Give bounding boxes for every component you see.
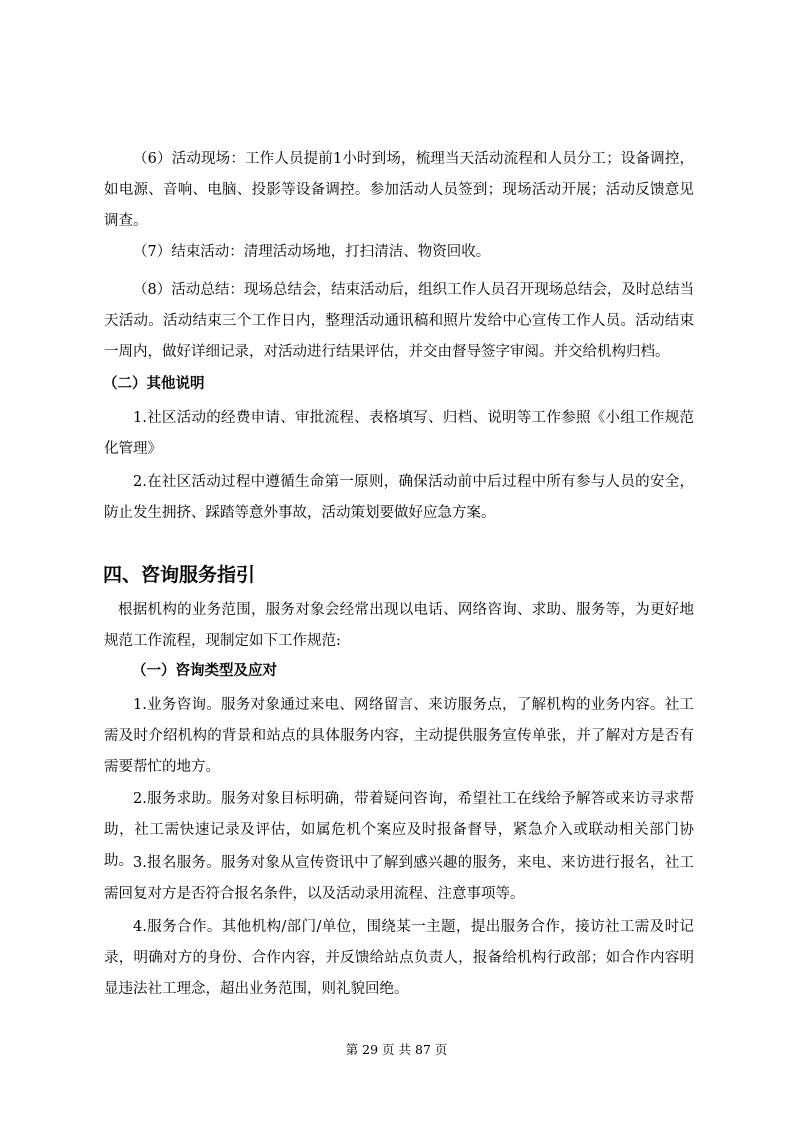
other-notes-item-2: 2.在社区活动过程中遵循生命第一原则，确保活动前中后过程中所有参与人员的安全，防止发生拥挤、踩踏等意外事故，活动策划要做好应急方案。 bbox=[104, 474, 694, 521]
consult-item-business: 1.业务咨询。服务对象通过来电、网络留言、来访服务点，了解机构的业务内容。社工需及时介绍机构的背景和站点的具体服务内容，主动提供服务宣传单张，并了解对方是否有需要帮忙的地方。 bbox=[104, 697, 694, 775]
paragraph-activity-onsite: （6）活动现场：工作人员提前1小时到场，梳理当天活动流程和人员分工；设备调控，如电源、音响、电脑、投影等设备调控。参加活动人员签到；现场活动开展；活动反馈意见调查。 bbox=[104, 151, 694, 229]
consult-item-register: 3.报名服务。服务对象从宣传资讯中了解到感兴趣的服务，来电、来访进行报名，社工需回复对方是否符合报名条件，以及活动录用流程、注意事项等。 bbox=[104, 855, 694, 902]
page-number: 第 29 页 共 87 页 bbox=[345, 1042, 448, 1057]
other-notes-item-1: 1.社区活动的经费申请、审批流程、表格填写、归档、说明等工作参照《小组工作规范化管理》 bbox=[104, 410, 694, 457]
paragraph-activity-end: （7）结束活动：清理活动场地，打扫清洁、物资回收。 bbox=[133, 244, 491, 260]
paragraph-activity-summary: （8）活动总结：现场总结会，结束活动后，组织工作人员召开现场总结会，及时总结当天活动。活动结束三个工作日内，整理活动通讯稿和照片发给中心宣传工作人员。活动结束一周内，做好详细记录，对活动进行结果评估，并交由督导签字审阅。并交给机构归档。 bbox=[104, 282, 694, 360]
other-notes-heading: （二）其他说明 bbox=[103, 376, 205, 392]
section-heading-consulting: 四、咨询服务指引 bbox=[103, 564, 256, 586]
consult-types-heading: （一）咨询类型及应对 bbox=[132, 663, 277, 679]
consult-item-cooperation: 4.服务合作。其他机构/部门/单位，围绕某一主题，提出服务合作，接访社工需及时记录，明确对方的身份、合作内容，并反馈给站点负责人，报备给机构行政部；如合作内容明显违法社工理念，超出业务范围，则礼貌回绝。 bbox=[104, 919, 694, 997]
consult-item-help: 2.服务求助。服务对象目标明确，带着疑问咨询，希望社工在线给予解答或来访寻求帮助，社工需快速记录及评估，如属危机个案应及时报备督导，紧急介入或联动相关部门协助。 bbox=[104, 791, 694, 869]
section-intro: 根据机构的业务范围，服务对象会经常出现以电话、网络咨询、求助、服务等，为更好地规范工作流程，现制定如下工作规范: bbox=[104, 602, 694, 649]
